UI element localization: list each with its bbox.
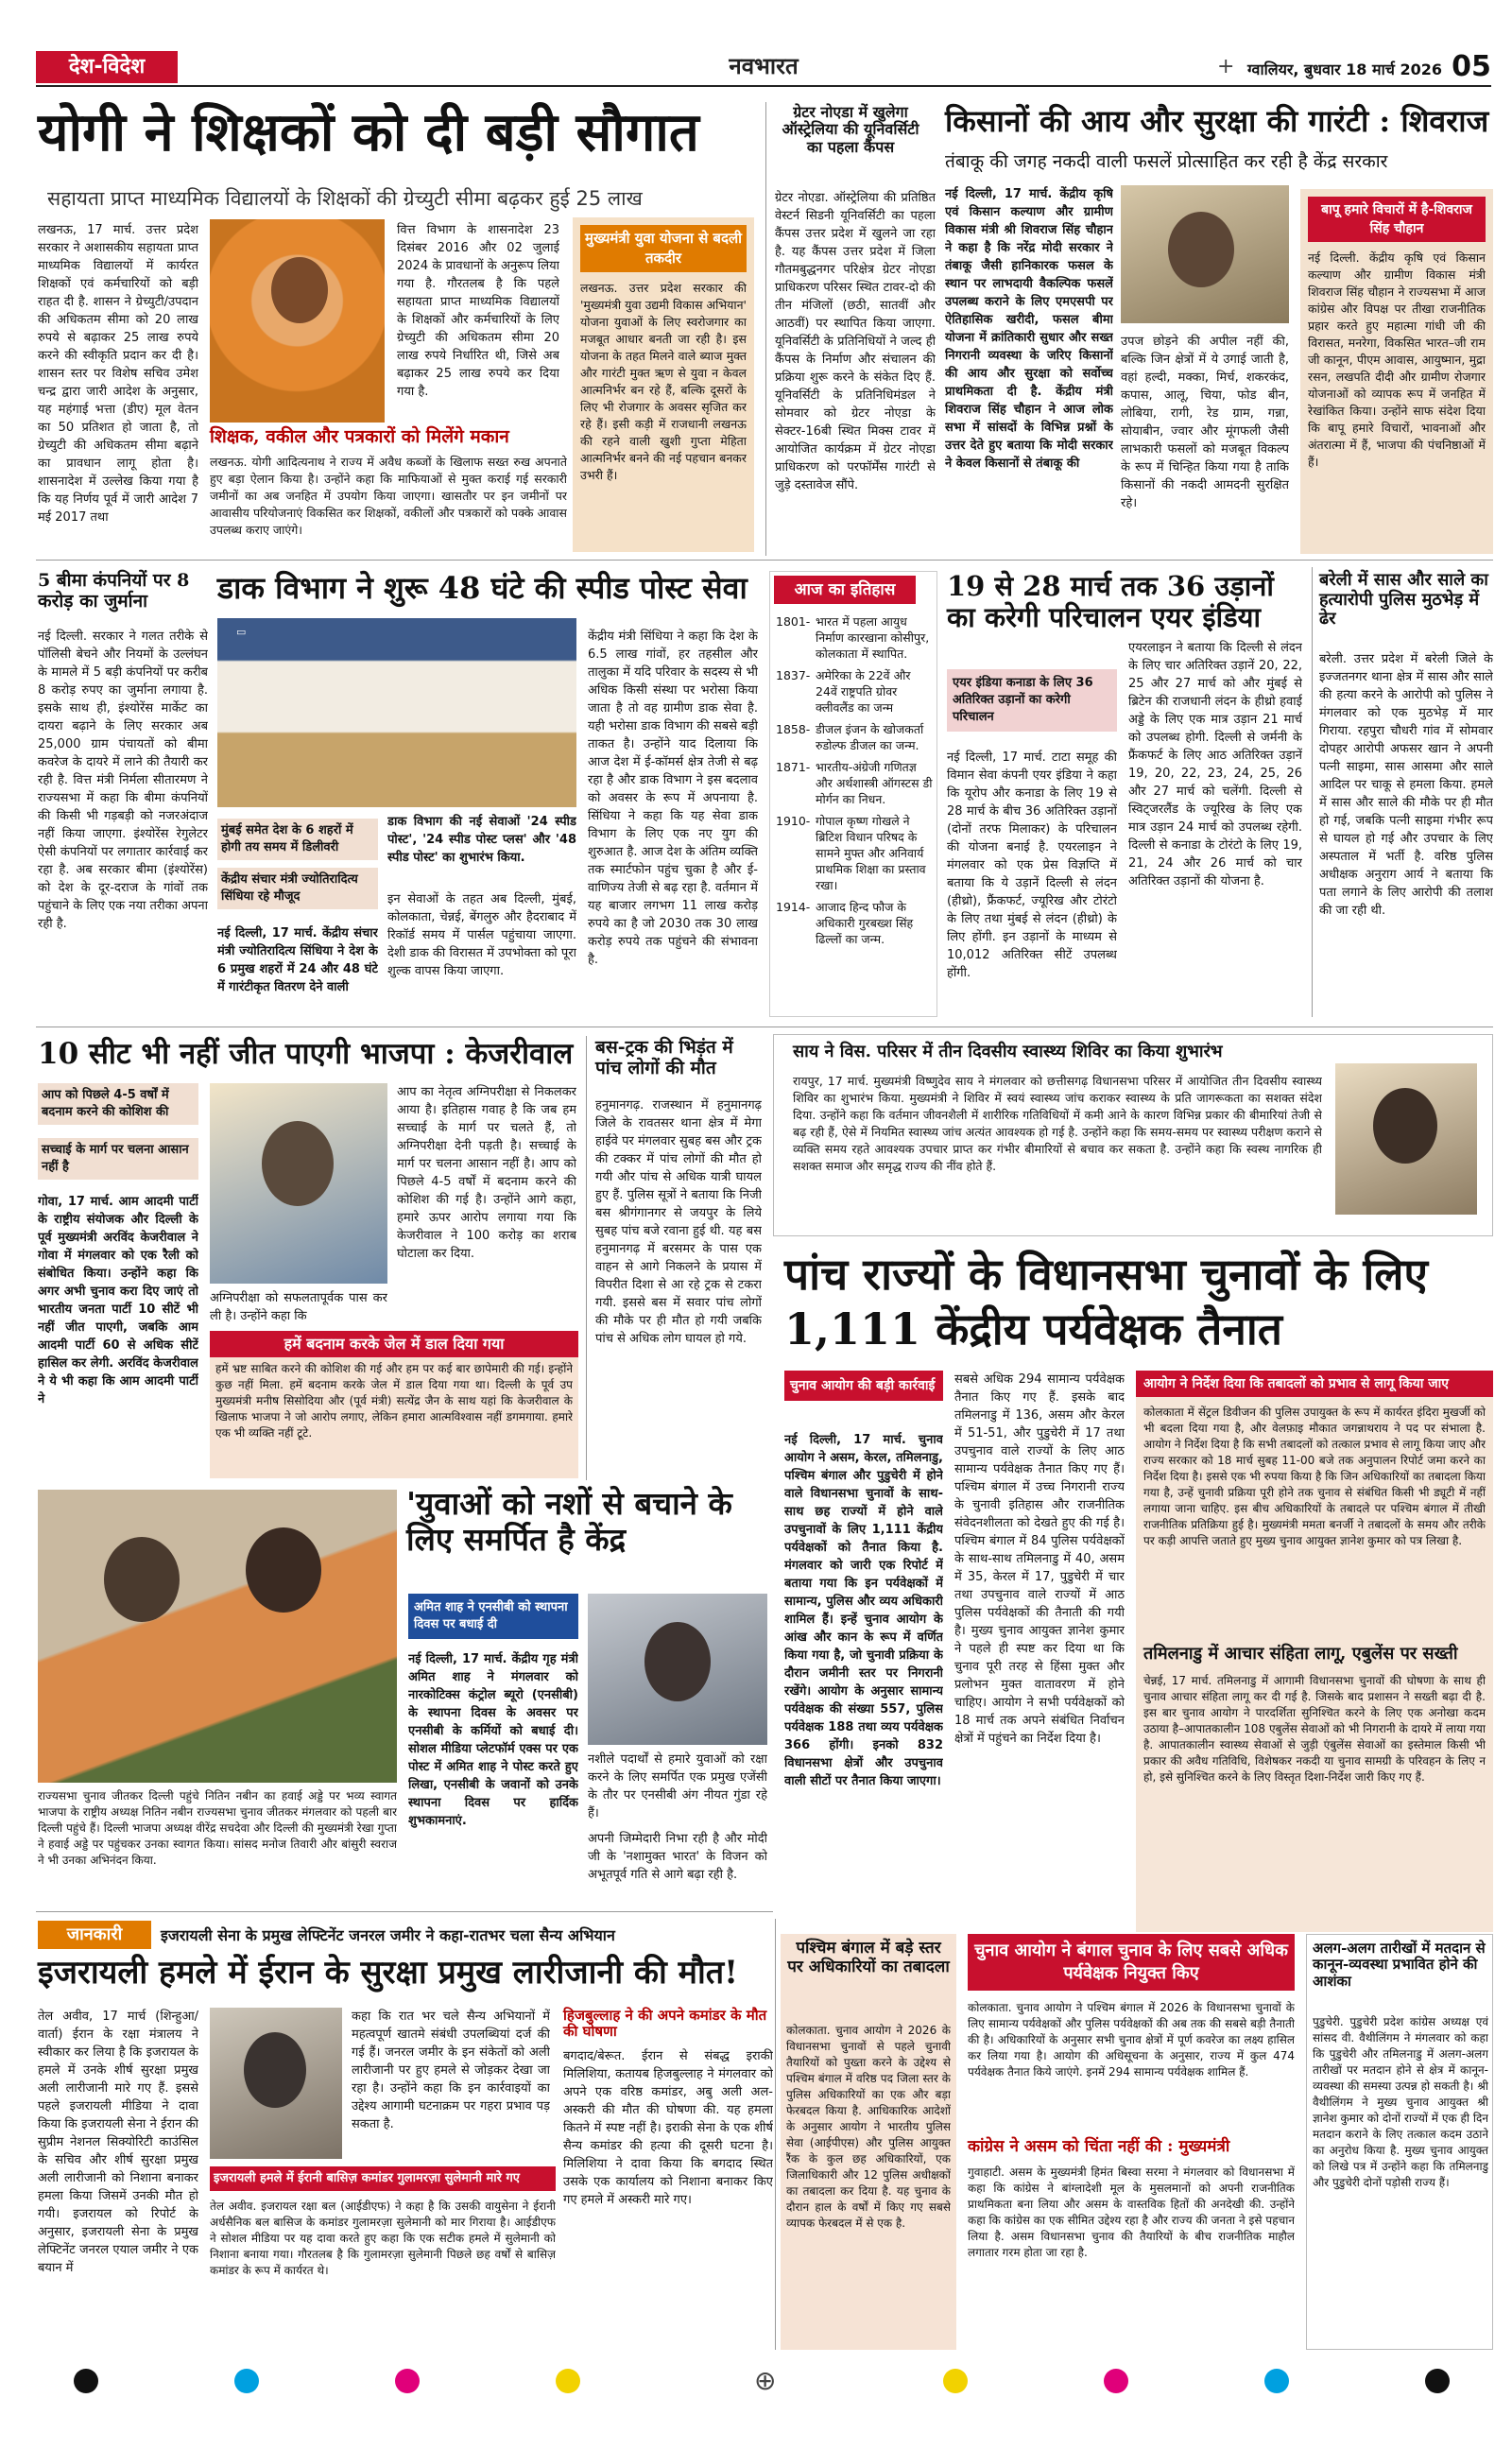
nabin-caption: राज्यसभा चुनाव जीतकर दिल्ली पहुंचे नितिन नबीन का हवाई अड्डे पर भव्य स्वागत भाजपा के राष्ट्रीय अध्यक्ष नितिन नबीन राज्यसभा चुनाव जीतकर मंगलवार को पहली बार दिल्ली पहुंचे हैं। दिल्ली भाजपा अध्यक्ष वीरेंद्र सचदेवा और दिल्ली की मुख्यमंत्री रेखा गुप्ता ने हवाई अड्डे पर पहुंचकर उनका स्वागत किया। सांसद मनोज तिवारी और बांसुरी स्वराज ने भी उनका अभिनंदन किया. [38, 1789, 397, 1867]
person-icon [262, 1121, 334, 1206]
bareilly-title: बरेली में सास और साले का हत्यारोपी पुलिस मुठभेड़ में ढेर [1319, 570, 1488, 630]
iran-box [563, 2008, 773, 2348]
kejriwal-bullet-2: सच्चाई के मार्ग पर चलना आसान नहीं है [38, 1138, 198, 1180]
color-dot-icon [234, 2369, 259, 2393]
person-icon [104, 1537, 180, 1622]
assam-title: कांग्रेस ने असम को चिंता नहीं की : मुख्यमंत्री [968, 2137, 1230, 2156]
masthead [36, 49, 1491, 87]
dak-bullet-1: मुंबई समेत देश के 6 शहरों में होगी तय समय में डिलीवरी [217, 819, 378, 860]
dak-headline: डाक विभाग ने शुरू 48 घंटे की स्पीड पोस्ट सेवा [217, 570, 747, 606]
truck-title: बस-ट्रक की भिड़ंत में पांच लोगों की मौत [595, 1037, 733, 1078]
list-item: 1858- डीजल इंजन के खोजकर्ता रुडोल्फ डीजल का जन्म. [776, 722, 924, 752]
airindia-col1: नई दिल्ली, 17 मार्च. टाटा समूह की विमान सेवा कंपनी एयर इंडिया ने कहा कि यूरोप और कनाडा के लिए 19 से 28 मार्च के बीच 36 अतिरिक्त उड़ानों (दोनों तरफ मिलाकर) के परिचालन की योजना बनाई है. एयरलाइन ने मंगलवार को एक प्रेस विज्ञप्ति में बताया कि ये उड़ानें दिल्ली से लंदन (हीथ्रो), फ्रैंकफर्ट, ज्यूरिख और टोरंटो के लिए तथा मुंबई से लंदन (हीथ्रो) के लिए होंगी. इन उड़ानों के माध्यम से 10,012 अतिरिक्त सीटें उपलब्ध होंगी. [947, 751, 1117, 980]
color-dot-icon [943, 2369, 968, 2393]
kisan-headline: किसानों की आय और सुरक्षा की गारंटी : शिवराज [945, 103, 1489, 139]
divider [36, 1911, 773, 1912]
color-dot-icon [1104, 2369, 1128, 2393]
yuva-body: लखनऊ. उत्तर प्रदेश सरकार की 'मुख्यमंत्री युवा उद्यमी विकास अभियान' योजना युवाओं के लिए स्वरोजगार का मजबूत आधार बनती जा रही है। इस योजना के तहत मिलने वाले ब्याज मुक्त और गारंटी मुक्त ऋण से युवा न केवल आत्मनिर्भर बन रहे हैं, बल्कि दूसरों के लिए भी रोजगार के अवसर सृजित कर रहे हैं। इसी कड़ी में राजधानी लखनऊ की रहने वाली खुशी गुप्ता मेहिता आत्मनिर्भर बनने की नई पहचान बनकर उभरी हैं। [580, 281, 747, 482]
paanch-col1: नई दिल्ली, 17 मार्च. चुनाव आयोग ने असम, केरल, तमिलनाडु, पश्चिम बंगाल और पुडुचेरी में होने वाले विधानसभा चुनावों के साथ-साथ छह राज्यों में होने वाले उपचुनावों के लिए 1,111 केंद्रीय पर्यवेक्षकों को तैनात किया है. मंगलवार को जारी एक रिपोर्ट में बताया गया कि इन पर्यवेक्षकों में सामान्य, पुलिस और व्यय अधिकारी शामिल हैं। इन्हें चुनाव आयोग के आंख और कान के रूप में वर्णित किया गया है, जो चुनावी प्रक्रिया के दौरान जमीनी स्तर पर निगरानी रखेंगे। आयोग के अनुसार सामान्य पर्यवेक्षक की संख्या 557, पुलिस पर्यवेक्षक 188 तथा व्यय पर्यवेक्षक 366 होंगी। इनको 832 विधानसभा क्षेत्रों और उपचुनाव वाली सीटों पर तैनात किया जाएगा। [784, 1433, 943, 1788]
paanch-tn-body: चेन्नई, 17 मार्च. तमिलनाडु में आगामी विधानसभा चुनावों की घोषणा के साथ ही चुनाव आचार संहिता लागू कर दी गई है. जिसके बाद प्रशासन ने सख्ती बढ़ा दी है. इस बार चुनाव आयोग ने पारदर्शिता सुनिश्चित करने के लिए एक अनोखा कदम उठाया है–आपातकालीन 108 एबुलेंस सेवाओं को भी निगरानी के दायरे में लाया गया है. आपातकालीन स्वास्थ्य सेवाओं से जुड़ी एंबुलेंस सेवाओं का इस्तेमाल किसी भी प्रकार की अवैध गतिविधि, विशेषकर नकदी या चुनाव सामग्री के परिवहन के लिए न हो, इसे सुनिश्चित करने के लिए विस्तृत दिशा-निर्देश जारी किए गए हैं. [1143, 1674, 1486, 1784]
person-icon [1373, 1088, 1437, 1164]
shikshak-box [210, 427, 567, 550]
yogi-headline: योगी ने शिक्षकों को दी बड़ी सौगात [38, 101, 699, 164]
kejriwal-bullet-1: आप को पिछले 4-5 वर्षों में बदनाम करने की कोशिश की [38, 1083, 198, 1125]
yogi-subhead: सहायता प्राप्त माध्यमिक विद्यालयों के शिक्षकों की ग्रेच्युटी सीमा बढ़कर हुई 25 लाख [47, 187, 643, 210]
paper-name: नवभारत [729, 52, 799, 79]
kisan-box-title: बापू हमारे विचारों में है-शिवराज सिंह चौहान [1308, 197, 1486, 242]
nabin-photo [38, 1490, 397, 1783]
airindia-col2: एयरलाइन ने बताया कि दिल्ली से लंदन के लिए चार अतिरिक्त उड़ानें 20, 22, 25 और 27 मार्च को और मुंबई से ब्रिटेन की राजधानी लंदन के हीथ्रो हवाई अड्डे के लिए एक मात्र उड़ान 21 मार्च को उपलब्ध होगी. दिल्ली से जर्मनी के फ्रैंकफर्ट के लिए आठ अतिरिक्त उड़ानें 19, 20, 22, 23, 24, 25, 26 और 27 मार्च को चलेंगी. दिल्ली से स्विट्जरलैंड के ज्यूरिख के लिए एक मात्र उड़ान 24 मार्च को उपलब्ध रहेगी. दिल्ली से कनाडा के टोरंटो के लिए 19, 21, 24 और 26 मार्च को चार अतिरिक्त उड़ानों की योजना है. [1128, 641, 1302, 889]
paanch-box: चुनाव आयोग की बड़ी कार्रवाई [784, 1371, 943, 1401]
kejriwal-box-body: हमें भ्रष्ट साबित करने की कोशिश की गई और हम पर कई बार छापेमारी की गई। इन्होंने कुछ नहीं मिला. हमें बदनाम करके जेल में डाल दिया गया था। दिल्ली के पूर्व उप मुख्यमंत्री मनीष सिसोदिया और (पूर्व मंत्री) सत्येंद्र जैन के साथ यहां कि केजरीवाल के खिलाफ भाजपा ने जो आरोप लगाए, लेकिन हमारा आत्मविश्वास नहीं डगमगाया. हमारे एक भी व्यक्ति नहीं टूटे. [215, 1362, 573, 1440]
paanch-side [1136, 1371, 1493, 1932]
kisan-box [1300, 189, 1493, 554]
crosshair-icon: + [1217, 55, 1235, 78]
kejriwal-col2: आप का नेतृत्व अग्निपरीक्षा से निकलकर आया है। इतिहास गवाह है कि जब हम सच्चाई के मार्ग पर चलते हैं, तो अग्निपरीक्षा देनी पड़ती है। सच्चाई के मार्ग पर चलना आसान नहीं है। आप को पिछले 4-5 वर्षों में बदनाम करने की कोशिश की गई है। उन्होंने आगे कहा, हमारे ऊपर आरोप लगाया गया कि केजरीवाल ने 100 करोड़ का शराब घोटाला कर दिया. [397, 1085, 576, 1261]
nasha-col2: अपनी जिम्मेदारी निभा रही है और मोदी जी के 'नशामुक्त भारत' के विजन को अभूतपूर्व गति से आगे बढ़ा रही है. [588, 1832, 767, 1882]
itihas-box [769, 571, 937, 1017]
section-tag: देश-विदेश [36, 51, 178, 83]
bareilly-body: बरेली. उत्तर प्रदेश में बरेली जिले के इज्जतनगर थाना क्षेत्र में सास और साले की हत्या करने के आरोपी को पुलिस ने मंगलवार को एक मुठभेड़ में मार गिराया. रहपुरा चौधरी गांव में सोमवार दोपहर आरोपी अफसर खान ने अपनी पत्नी साइमा, सास आसमा और साले आदिल पर चाकू से हमला किया. हमले में सास और साले की मौके पर ही मौत हो गई, जबकि पत्नी साइमा गंभीर रूप से घायल हो गई और उपचार के लिए अस्पताल में भर्ती है. वरिष्ठ पुलिस अधीक्षक अनुराग आर्य ने बताया कि पता लगाने के लिए आरोपी की तलाश की जा रही थी. [1319, 652, 1493, 918]
sai-title: साय ने विस. परिसर में तीन दिवसीय स्वास्थ्य शिविर का किया शुभारंभ [793, 1042, 1223, 1061]
larijani-photo [210, 2008, 342, 2159]
itihas-list [776, 613, 933, 953]
nasha-col1: नई दिल्ली, 17 मार्च. केंद्रीय गृह मंत्री अमित शाह ने मंगलवार को नारकोटिक्स कंट्रोल ब्यूरो (एनसीबी) के स्थापना दिवस के अवसर पर एनसीबी के कर्मियों को बधाई दी। सोशल मीडिया प्लेटफॉर्म एक्स पर एक पोस्ट में अमित शाह ने पोस्ट करते हुए लिखा, एनसीबी के जवानों को उनके स्थापना दिवस पर हार्दिक शुभकामनाएं. [408, 1652, 578, 1828]
paanch-col2: सबसे अधिक 294 सामान्य पर्यवेक्षक तैनात किए गए हैं. इसके बाद तमिलनाडु में 136, असम और केरल में 51-51, और पुडुचेरी में 17 तथा उपचुनाव वाले राज्यों के लिए आठ सामान्य पर्यवेक्षक तैनात किए गए हैं। पश्चिम बंगाल में उच्च निगरानी राज्य के चुनावी इतिहास और राजनीतिक संवेदनशीलता को देखते हुए की गई है। पश्चिम बंगाल में 84 पुलिस पर्यवेक्षकों के साथ-साथ तमिलनाडु में 40, असम में 35, केरल में 17, पुडुचेरी में चार तथा उपचुनाव वाले राज्यों में आठ पुलिस पर्यवेक्षकों की तैनाती की गयी है। मुख्य चुनाव आयुक्त ज्ञानेश कुमार ने पहले ही स्पष्ट कर दिया था कि चुनाव पूरी तरह से हिंसा मुक्त और प्रलोभन मुक्त वातावरण में होने चाहिए। आयोग ने सभी पर्यवेक्षकों को 18 मार्च तक अपने संबंधित निर्वाचन क्षेत्रों में पहुंचने का निर्देश दिया है। [954, 1372, 1125, 1746]
kisan-subhead: तंबाकू की जगह नकदी वाली फसलें प्रोत्साहित कर रही है केंद्र सरकार [945, 151, 1388, 172]
kejriwal-photo [210, 1083, 387, 1284]
yuva-box [573, 217, 754, 552]
dak-photo [217, 618, 576, 807]
sai-photo [1335, 1063, 1477, 1215]
kejriwal-headline: 10 सीट भी नहीं जीत पाएगी भाजपा : केजरीवाल [38, 1037, 574, 1071]
yogi-col1: लखनऊ, 17 मार्च. उत्तर प्रदेश सरकार ने अशासकीय सहायता प्राप्त माध्यमिक विद्यालयों में कार्यरत शिक्षकों एवं कर्मचारियों को बड़ी राहत दी है. शासन ने ग्रेच्युटी/उपदान की अधिकतम सीमा को 20 लाख रुपये से बढ़ाकर 25 लाख रुपये करने की स्वीकृति प्रदान कर दी है। शासन स्तर पर विशेष सचिव उमेश चन्द्र द्वारा जारी आदेश के अनुसार, यह महंगाई भत्ता (डीए) मूल वेतन का 50 प्रतिशत हो जाता है, तो ग्रेच्युटी की अधिकतम सीमा बढ़ाने का प्रावधान लागू होता है। शासनादेश में उल्लेख किया गया है कि यह निर्णय पूर्व में जारी आदेश 7 मई 2017 तथा [38, 223, 198, 525]
iran-box-body: बगदाद/बेरूत. ईरान से संबद्ध इराकी मिलिशिया, कतायब हिजबुल्लाह ने मंगलवार को अपने एक वरिष्ठ कमांडर, अबु अली अल-अस्करी की मौत की घोषणा की. यह हमला कितने में स्पष्ट नहीं है। इराकी सेना के एक शीर्ष सैन्य कमांडर की हत्या की दूसरी घटना है। मिलिशिया ने दावा किया कि बगदाद स्थित उसके एक कार्यालय को निशाना बनाकर किए गए हमले में अस्करी मारे गए। [563, 2049, 773, 2207]
paanch-side-body: कोलकाता में सेंट्रल डिवीजन की पुलिस उपायुक्त के रूप में कार्यरत इंदिरा मुखर्जी को भी बदला दिया गया है, और वेलफ़ाइ मौकात जगन्नाथराय ने पद पर संभाला है. आयोग ने निर्देश दिया है कि सभी तबादलों को तत्काल प्रभाव से लागू किया जाए और राज्य सरकार को 18 मार्च सुबह 11-00 बजे तक अनुपालन रिपोर्ट जमा करने का निर्देश दिया है। इससे एक भी रुपया किया है कि जिन अधिकारियों का तबादला किया गया है, उन्हें चुनावी प्रक्रिया पूरी होने तक चुनाव से संबंधित किसी भी ड्यूटी में नहीं लगाया जाना चाहिए. इस बीच अधिकारियों के तबादले पर पश्चिम बंगाल में तीखी राजनीतिक प्रतिक्रिया हुई है। मुख्यमंत्री ममता बनर्जी ने तबादलों के समय और तरीके पर कड़ी आपत्ति जताते हुए मुख्य चुनाव आयुक्त ज्ञानेश कुमार को पत्र लिखा है. [1143, 1406, 1486, 1547]
iran-col1: तेल अवीव, 17 मार्च (शिन्हुआ/वार्ता) ईरान के रक्षा मंत्रालय ने स्वीकार कर लिया है कि इजरायल के हमले में उनके शीर्ष सुरक्षा प्रमुख अली लारीजानी मारे गए हैं. इससे पहले इजरायली मीडिया ने दावा किया कि इजरायली सेना ने ईरान की सुप्रीम नेशनल सिक्योरिटी काउंसिल के सचिव और शीर्ष सुरक्षा प्रमुख अली लारीजानी को निशाना बनाकर हमला किया जिसमें उनकी मौत हो गयी। इजरायल को रिपोर्ट के अनुसार, इजरायली सेना के प्रमुख लेफ्टिनेंट जनरल एयाल जमीर ने एक बयान में [38, 2010, 198, 2275]
nasha-box: अमित शाह ने एनसीबी को स्थापना दिवस पर बधाई दी [408, 1594, 578, 1639]
noida-body: ग्रेटर नोएडा. ऑस्ट्रेलिया की प्रतिष्ठित वेस्टर्न सिडनी यूनिवर्सिटी का पहला कैंपस उत्तर प्रदेश में खुलने जा रहा है. यह कैंपस उत्तर प्रदेश में जिला गौतमबुद्धनगर परिक्षेत्र ग्रेटर नोएडा प्राधिकरण परिसर स्थित टावर-दो की तीन मंजिलों (छठी, सातवीं और आठवीं) पर स्थापित किया जाएगा. यूनिवर्सिटी के प्रतिनिधियों ने जल्द ही कैंपस के निर्माण और संचालन की प्रक्रिया शुरू करने के संकेत दिए हैं. यूनिवर्सिटी के प्रतिनिधिमंडल ने सोमवार को ग्रेटर नोएडा के सेक्टर-16बी स्थित मिक्स टावर में आयोजित कार्यक्रम में ग्रेटर नोएडा प्राधिकरण को परफॉर्मेंस गारंटी से जुड़े दस्तावेज सौंपे. [775, 191, 936, 492]
divider [36, 560, 1493, 561]
color-dot-icon [1264, 2369, 1289, 2393]
list-item: 1871- भारतीय-अंग्रेजी गणितज्ञ और अर्थशास्त्री ऑगस्टस डी मोर्गन का निधन. [776, 760, 933, 806]
alag-box [1306, 1934, 1493, 2350]
person-icon [1168, 212, 1234, 287]
paanch-side-title: आयोग ने निर्देश दिया कि तबादलों को प्रभाव से लागू किया जाए [1136, 1371, 1493, 1397]
alag-body: पुडुचेरी. पुडुचेरी प्रदेश कांग्रेस अध्यक्ष एवं सांसद वी. वैथीलिंगम ने मंगलवार को कहा कि पुडुचेरी और तमिलनाडु में अलग-अलग तारीखों पर मतदान होने से क्षेत्र में कानून-व्यवस्था की समस्या उत्पन्न हो सकती है। श्री वैथीलिंगम ने मुख्य चुनाव आयुक्त श्री ज्ञानेश कुमार को दोनों राज्यों में एक ही दिन मतदान कराने के लिए तत्काल कदम उठाने का अनुरोध किया है. मुख्य चुनाव आयुक्त को लिखे पत्र में उन्होंने कहा कि तमिलनाडु और पुडुचेरी दोनों पड़ोसी राज्य हैं। [1313, 2015, 1488, 2189]
iran-headline: इजरायली हमले में ईरान के सुरक्षा प्रमुख लारीजानी की मौत! [38, 1954, 739, 1992]
list-item: 1801- भारत में पहला आयुध निर्माण कारखाना कोसीपुर, कोलकाता में स्थापित. [776, 614, 930, 661]
nasha-headline: 'युवाओं को नशों से बचाने के लिए समर्पित है केंद्र [406, 1485, 732, 1558]
print-marks [36, 2363, 1493, 2401]
iran-sub [210, 2166, 556, 2348]
iran-sub-body: तेल अवीव. इजरायल रक्षा बल (आईडीएफ) ने कहा है कि उसकी वायुसेना ने ईरानी अर्धसैनिक बल बासिज के कमांडर गुलामरज़ा सुलेमानी को मार गिराया है। आईडीएफ ने सोशल मीडिया पर यह दावा करते हुए कहा कि एक सटीक हमले में सुलेमानी को निशाना बनाया गया। गौरतलब है कि गुलामरज़ा सुलेमानी पिछले छह वर्षों से बासिज़ कमांडर के रूप में कार्यरत थे। [210, 2200, 556, 2277]
yogi-photo [210, 219, 385, 423]
bengal2-box [968, 1934, 1295, 2350]
kejriwal-box [210, 1331, 578, 1478]
bengal1-body: कोलकाता. चुनाव आयोग ने 2026 के विधानसभा चुनावों से पहले चुनावी तैयारियों को पुख्ता करने के उद्देश्य से पश्चिम बंगाल में वरिष्ठ पद जिला स्तर के पुलिस अधिकारियों का एक और बड़ा फेरबदल किया है. आधिकारिक आदेशों के अनुसार आयोग ने भारतीय पुलिस सेवा (आईपीएस) और पुलिस आयुक्त रैंक के कुल छह अधिकारियों, एक जिलाधिकारी और 12 पुलिस अधीक्षकों का तबादला कर दिया है. यह चुनाव के दौरान हाल के वर्षों में किए गए सबसे व्यापक फेरबदल में से एक है. [786, 2024, 951, 2230]
color-dot-icon [74, 2369, 98, 2393]
page-number: 05 [1452, 50, 1491, 83]
person-icon [246, 1527, 321, 1613]
bengal2-body: कोलकाता. चुनाव आयोग ने पश्चिम बंगाल में 2026 के विधानसभा चुनावों के लिए सामान्य पर्यवेक्षकों और पुलिस पर्यवेक्षकों की अब तक की सबसे बड़ी तैनाती की है। अधिकारियों के अनुसार सभी चुनाव क्षेत्रों में पूर्ण कवरेज का लक्ष्य हासिल कर लिया गया है। आयोग की अधिसूचना के अनुसार, राज्य में कुल 474 पर्यवेक्षक तैनात किये जाएंगे. इनमें 294 सामान्य पर्यवेक्षक शामिल हैं. [968, 2001, 1295, 2079]
dak-col1: इन सेवाओं के तहत अब दिल्ली, मुंबई, कोलकाता, चेन्नई, बेंगलुरु और हैदराबाद में रिकॉर्ड समय में पार्सल पहुंचाया जाएगा. देशी डाक की विरासत में उपभोक्ता को पूरा शुल्क वापस किया जाएगा. [387, 892, 576, 978]
color-dot-icon [556, 2369, 580, 2393]
sai-box [773, 1034, 1493, 1236]
kejriwal-box-title: हमें बदनाम करके जेल में डाल दिया गया [210, 1331, 578, 1357]
kejriwal-caption: अग्निपरीक्षा को सफलतापूर्वक पास कर ली है। उन्होंने कहा कि [210, 1291, 387, 1323]
bengal1-box [781, 1934, 956, 2350]
airindia-box: एयर इंडिया कनाडा के लिए 36 अतिरिक्त उड़ानों का करेगी परिचालन [947, 669, 1117, 732]
alag-title: अलग-अलग तारीखों में मतदान से कानून-व्यवस्था प्रभावित होने की आशंका [1313, 1940, 1486, 1990]
bima-body: नई दिल्ली. सरकार ने गलत तरीके से पॉलिसी बेचने और नियमों के उल्लंघन के मामले में 5 बड़ी कंपनियों पर करीब 8 करोड़ रुपए का जुर्माना लगाया है. इसके साथ ही, इंश्योरेंस मार्केट का दायरा बढ़ाने के लिए सरकार अब 25,000 ग्राम पंचायतों को बीमा कवरेज के दायरे में लाने की तैयारी कर रही है. वित्त मंत्री निर्मला सीतारमण ने राज्यसभा में कहा कि बीमा कंपनियों की किसी भी गड़बड़ी को नजरअंदाज नहीं किया जाएगा. इंश्योरेंस रेगुलेटर ऐसी कंपनियों पर लगातार कार्रवाई कर रहा है. अब सरकार बीमा (इंश्योरेंस) को देश के दूर-दराज के गांवों तक पहुंचाने के लिए एक नया तरीका अपना रही है. [38, 630, 208, 931]
truck-body: हनुमानगढ़. राजस्थान में हनुमानगढ़ जिले के रावतसर थाना क्षेत्र में मेगा हाईवे पर मंगलवार सुबह बस और ट्रक की टक्कर में पांच लोगों की मौत हो गयी और पांच से अधिक यात्री घायल हुए हैं. पुलिस सूत्रों ने बताया कि निजी बस श्रीगंगानगर से जयपुर के लिये सुबह पांच बजे रवाना हुई थी. यह बस हनुमानगढ़ में बरसमर के पास एक वाहन से आगे निकलने के प्रयास में विपरीत दिशा से आ रहे ट्रक से टकरा गयी. इससे बस में सवार पांच लोगों की मौके पर ही मौत हो गयी जबकि पांच से अधिक लोग घायल हो गये. [595, 1098, 762, 1346]
kisan-col2: उपज छोड़ने की अपील नहीं की, बल्कि जिन क्षेत्रों में ये उगाई जाती है, वहां हल्दी, मक्का, मिर्च, शकरकंद, कपास, आलू, चिया, फोड बीन, लोबिया, रागी, रेड ग्राम, गन्ना, सोयाबीन, ज्वार और मूंगफली जैसी लाभकारी फसलों को मजबूत विकल्प के रूप में चिन्हित किया गया है ताकि किसानों की नकदी आमदनी सुरक्षित रहे। [1121, 335, 1289, 510]
sai-body: रायपुर, 17 मार्च. मुख्यमंत्री विष्णुदेव साय ने मंगलवार को छत्तीसगढ़ विधानसभा परिसर में आयोजित तीन दिवसीय स्वास्थ्य शिविर का शुभारंभ किया. मुख्यमंत्री ने शिविर में स्वयं स्वास्थ्य जांच कराकर स्वास्थ्य के प्रति जागरूकता का सशक्त संदेश दिया. उन्होंने कहा कि वर्तमान जीवनशैली में शारीरिक गतिविधियों में कमी आने के कारण विभिन्न प्रकार की बीमारियां तेजी से बढ़ रही हैं, ऐसे में नियमित स्वास्थ्य जांच अत्यंत आवश्यक हो गई है. उन्होंने कहा कि समय-समय पर स्वास्थ्य परीक्षण कराने से व्यक्ति समय रहते आवश्यक उपचार प्राप्त कर गंभीर बीमारियों से बचाव कर सकता है. उन्होंने कहा कि स्वस्थ नागरिक ही सशक्त समाज और समृद्ध राज्य की नींव होते हैं. [793, 1074, 1322, 1173]
person-icon [644, 1622, 711, 1701]
color-dot-icon [1425, 2369, 1450, 2393]
crosshair-icon: ⊕ [754, 2365, 777, 2396]
bima-title: 5 बीमा कंपनियों पर 8 करोड़ का जुर्माना [38, 570, 190, 612]
iran-kicker: इजरायली सेना के प्रमुख लेफ्टिनेंट जनरल जमीर ने कहा-रातभर चला सैन्य अभियान [161, 1926, 615, 1944]
list-item: 1910- गोपाल कृष्ण गोखले ने ब्रिटिश विधान परिषद के सामने मुफ्त और अनिवार्य प्राथमिक शिक्षा का प्रस्ताव रखा। [776, 814, 926, 892]
list-item: 1837- अमेरिका के 22वें और 24वें राष्ट्रपति ग्रोवर क्लीवलैंड का जन्म [776, 668, 911, 715]
kisan-photo [1121, 185, 1289, 323]
shah-photo [588, 1594, 767, 1745]
divider [586, 1036, 587, 1480]
yuva-title: मुख्यमंत्री युवा योजना से बदली तकदीर [580, 225, 747, 272]
itihas-title: आज का इतिहास [774, 576, 916, 604]
dak-lead: नई दिल्ली, 17 मार्च. केंद्रीय संचार मंत्री ज्योतिरादित्य सिंधिया ने देश के 6 प्रमुख शहरों में 24 और 48 घंटे में गारंटीकृत वितरण देने वाली [217, 926, 378, 994]
divider [765, 102, 766, 556]
nasha-caption: नशीले पदार्थों से हमारे युवाओं को रक्षा करने के लिए समर्पित एक प्रमुख एजेंसी के तौर पर एनसीबी अंग नीयत गुंडा रहे हैं। [588, 1752, 767, 1820]
dak-bullet-2: केंद्रीय संचार मंत्री ज्योतिरादित्य सिंधिया रहे मौजूद [217, 868, 378, 909]
dateline: ग्वालियर, बुधवार 18 मार्च 2026 [1247, 60, 1442, 78]
dak-caption: डाक विभाग की नई सेवाओं '24 स्पीड पोस्ट', '24 स्पीड पोस्ट प्लस' और '48 स्पीड पोस्ट' का शुभारंभ किया. [387, 815, 576, 865]
dak-bullets [217, 819, 378, 923]
assam-body: गुवाहाटी. असम के मुख्यमंत्री हिमंत बिस्वा सरमा ने मंगलवार को विधानसभा में कहा कि कांग्रेस ने बांग्लादेशी मूल के मुसलमानों को अपनी राजनीतिक प्राथमिकता बना लिया और असम के वास्तविक हितों की अनदेखी की. उन्होंने कहा कि कांग्रेस का एक सीमित उद्देश्य रहा है और राज्य की जनता ने इसे पहचान लिया है. असम विधानसभा चुनाव की तैयारियों के बीच राजनीतिक माहौल लगातार गरम होता जा रहा है. [968, 2165, 1295, 2259]
noida-title: ग्रेटर नोएडा में खुलेगा ऑस्ट्रेलिया की यूनिवर्सिटी का पहला कैंपस [782, 103, 919, 156]
banner-icon: ▭ [236, 626, 247, 638]
dak-col2: केंद्रीय मंत्री सिंधिया ने कहा कि देश के 6.5 लाख गांवों, हर तहसील और तालुका में यदि परिवार के सदस्य से भी अधिक किसी संस्था पर भरोसा किया जाता है तो वह ग्रामीण डाक सेवा है. यही भरोसा डाक विभाग की सबसे बड़ी ताकत है। उन्होंने याद दिलाया कि आज देश में ई-कॉमर्स क्षेत्र तेजी से बढ़ रहा है और डाक विभाग ने इस बदलाव को अवसर के रूप में अपनाया है. सिंधिया ने कहा कि यह सेवा डाक विभाग के लिए एक नए युग की शुरुआत है. आज देश के अंतिम व्यक्ति तक स्मार्टफोन पहुंच चुका है और ई-वाणिज्य तेजी से बढ़ रहा है. वर्तमान में यह बाजार लगभग 11 लाख करोड़ रुपये का है जो 2030 तक 30 लाख करोड़ रुपये तक पहुंचने की संभावना है. [588, 630, 758, 967]
kejriwal-col1: गोवा, 17 मार्च. आम आदमी पार्टी के राष्ट्रीय संयोजक और दिल्ली के पूर्व मुख्यमंत्री अरविंद केजरीवाल ने गोवा में मंगलवार को एक रैली को संबोधित किया। उन्होंने कहा कि अगर अभी चुनाव करा दिए जाएं तो भारतीय जनता पार्टी 10 सीटें भी नहीं जीत पाएगी, जबकि आम आदमी पार्टी 60 से अधिक सीटें हासिल कर लेगी. अरविंद केजरीवाल ने ये भी कहा कि आम आदमी पार्टी ने [38, 1195, 198, 1406]
kisan-box-body: नई दिल्ली. केंद्रीय कृषि एवं किसान कल्याण और ग्रामीण विकास मंत्री शिवराज सिंह चौहान ने राज्यसभा में आज कांग्रेस और विपक्ष पर तीखा राजनीतिक प्रहार करते हुए महात्मा गांधी जी की विरासत, मनरेगा, विकसित भारत–जी राम जी कानून, पीएम आवास, आयुष्मान, मुद्रा रसन, लखपति दीदी और ग्रामीण रोजगार योजनाओं को व्यापक रूप में जनहित में रेखांकित किया। उन्होंने साफ संदेश दिया कि बापू हमारे विचारों, भावनाओं और अंतरात्मा में हैं, भाजपा की पंचनिष्ठाओं में हैं। [1308, 250, 1486, 469]
divider [1312, 567, 1313, 1017]
person-icon [244, 2032, 306, 2108]
iran-box-title: हिजबुल्लाह ने की अपने कमांडर के मौत की घोषणा [563, 2007, 767, 2041]
iran-sub-title: इजरायली हमले में ईरानी बासिज़ कमांडर गुलामरज़ा सुलेमानी मारे गए [210, 2166, 556, 2191]
kisan-col1: नई दिल्ली, 17 मार्च. केंद्रीय कृषि एवं किसान कल्याण और ग्रामीण विकास मंत्री श्री शिवराज सिंह चौहान ने कहा है कि नरेंद्र मोदी सरकार ने तंबाकू जैसी हानिकारक फसल के स्थान पर लाभदायी वैकल्पिक फसलें उपलब्ध कराने के लिए एमएसपी पर ऐतिहासिक खरीदी, फसल बीमा योजना में क्रांतिकारी सुधार और सख्त निगरानी व्यवस्था के जरिए किसानों की आय और सुरक्षा को सर्वोच्च प्राथमिकता दी है. केंद्रीय मंत्री शिवराज सिंह चौहान ने आज लोक सभा में सांसदों के विभिन्न प्रश्नों के उत्तर देते हुए बताया कि मोदी सरकार ने केवल किसानों से तंबाकू की [945, 187, 1113, 471]
list-item: 1914- आजाद हिन्द फौज के अधिकारी गुरबख्श सिंह ढिल्लों का जन्म. [776, 900, 914, 946]
airindia-headline: 19 से 28 मार्च तक 36 उड़ानों का करेगी परिचालन एयर इंडिया [947, 570, 1274, 634]
paanch-headline: पांच राज्यों के विधानसभा चुनावों के लिए 1,111 केंद्रीय पर्यवेक्षक तैनात [784, 1249, 1428, 1354]
yogi-col2: वित्त विभाग के शासनादेश 23 दिसंबर 2016 और 02 जुलाई 2024 के प्रावधानों के अनुरूप लिया गया है. गौरतलब है कि पहले सहायता प्राप्त माध्यमिक विद्यालयों के शिक्षकों और कर्मचारियों के लिए ग्रेच्युटी की अधिकतम सीमा 20 लाख रुपये निर्धारित थी, जिसे अब बढ़ाकर 25 लाख रुपये कर दिया गया है. [397, 223, 559, 399]
paanch-tn-title: तमिलनाडु में आचार संहिता लागू, एबुलेंस पर सख्ती [1143, 1644, 1458, 1664]
divider [775, 1919, 776, 2350]
shikshak-body: लखनऊ. योगी आदित्यनाथ ने राज्य में अवैध कब्जों के खिलाफ सख्त रुख अपनाते हुए बड़ा ऐलान किया है। उन्होंने कहा कि माफियाओं से मुक्त कराई गई सरकारी जमीनों का अब जनहित में उपयोग किया जाएगा। खासतौर पर इन जमीनों पर आवासीय परियोजनाएं विकसित कर शिक्षकों, वकीलों और पत्रकारों को पक्के आवास उपलब्ध कराए जाएंगे। [210, 455, 567, 537]
person-icon [271, 257, 328, 323]
iran-tag: जानकारी [38, 1921, 151, 1949]
color-dot-icon [395, 2369, 420, 2393]
bengal1-title: पश्चिम बंगाल में बड़े स्तर पर अधिकारियों का तबादला [787, 1939, 950, 1976]
bengal2-title: चुनाव आयोग ने बंगाल चुनाव के लिए सबसे अधिक पर्यवेक्षक नियुक्त किए [968, 1934, 1295, 1991]
iran-col2: कहा कि रात भर चले सैन्य अभियानों में महत्वपूर्ण खातमे संबंधी उपलब्धियां दर्ज की गई हैं। जनरल जमीर के इन संकेतों को अली लारीजानी पर हुए हमले से जोड़कर देखा जा रहा है। उन्होंने कहा कि इन कार्रवाइयों का उद्देश्य आगामी घटनाक्रम पर गहरा प्रभाव पड़ सकता है. [352, 2010, 550, 2131]
shikshak-title: शिक्षक, वकील और पत्रकारों को मिलेंगे मकान [210, 426, 509, 447]
